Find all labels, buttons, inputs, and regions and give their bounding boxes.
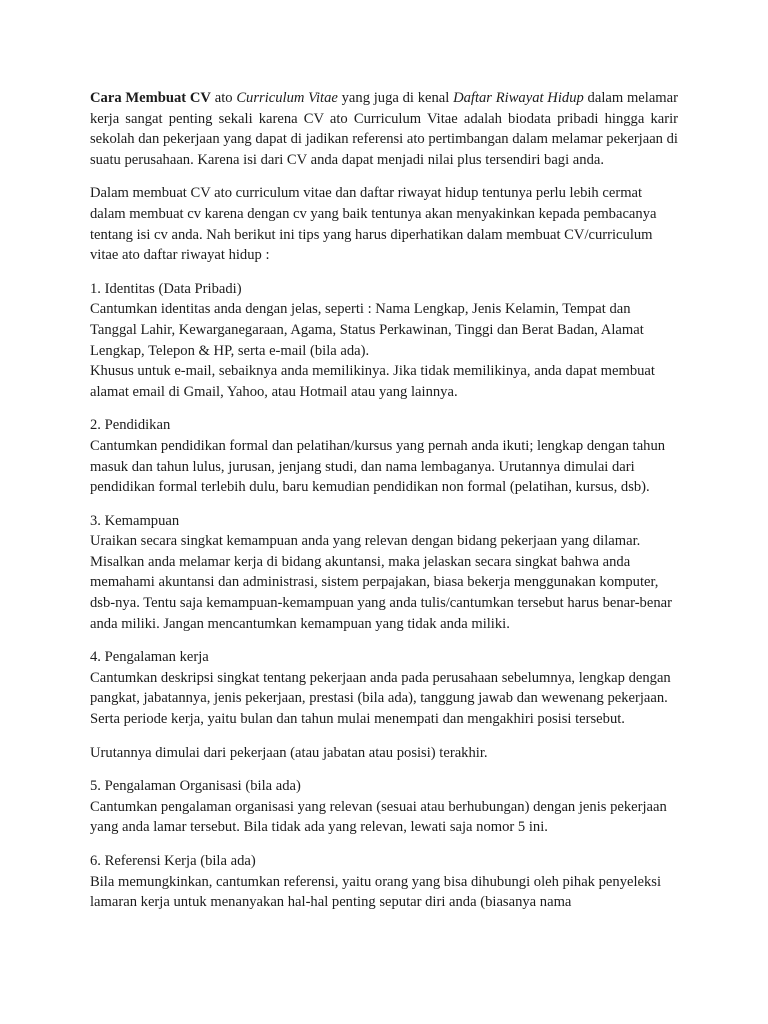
section-body-2: Khusus untuk e-mail, sebaiknya anda memilikinya. Jika tidak memilikinya, anda dapat membuat alamat email di Gmail, Yahoo, atau Hotmail atau yang lainnya. [90,363,655,400]
section-heading: 6. Referensi Kerja (bila ada) [90,853,256,869]
section-pengalaman-organisasi [90,776,678,838]
section-body: Bila memungkinkan, cantumkan referensi, yaitu orang yang bisa dihubungi oleh pihak penyeleksi lamaran kerja untuk menanyakan hal-hal penting seputar diri anda (biasanya nama [90,873,662,911]
section-urutan-note [90,743,678,764]
intro-italic-2: Daftar Riwayat Hidup [453,90,584,106]
section-heading: 3. Kemampuan [90,512,180,529]
section-heading: 2. Pendidikan [90,417,171,434]
paragraph-2: Dalam membuat CV ato curriculum vitae dan daftar riwayat hidup tentunya perlu lebih cermat dalam membuat cv karena dengan cv yang baik tentunya akan menyakinkan kepada pembacanya tentang isi cv anda. Nah berikut ini tips yang harus diperhatikan dalam membuat CV/curriculum vitae ato daftar riwayat hidup : [90,185,657,264]
intro-text-3: dalam melamar kerja sangat penting sekali karena CV ato Curriculum Vitae adalah biodata pribadi hingga karir sekolah dan pekerjaan yang dapat di jadikan referensi ato pertimbangan dalam melamar pekerjaan di suatu perusahaan. Karena isi dari CV anda dapat menjadi nilai plus tersendiri bagi anda. [90,90,678,168]
section-body: Urutannya dimulai dari pekerjaan (atau jabatan atau posisi) terakhir. [90,744,488,761]
section-pendidikan [90,415,678,497]
section-heading: 1. Identitas (Data Pribadi) [90,280,242,297]
section-body: Uraikan secara singkat kemampuan anda yang relevan dengan bidang pekerjaan yang dilamar. Misalkan anda melamar kerja di bidang akuntansi, maka jelaskan secara singkat bahwa anda memahami akuntansi dan administrasi, sistem perpajakan, biasa bekerja menggunakan komputer, dsb-nya. Tentu saja kemampuan-kemampuan yang anda tulis/cantumkan tersebut harus benar-benar anda miliki. Jangan mencantumkan kemampuan yang tidak anda miliki. [90,533,672,632]
section-body: Cantumkan pendidikan formal dan pelatihan/kursus yang pernah anda ikuti; lengkap dengan tahun masuk dan tahun lulus, jurusan, jenjang studi, dan nama lembaganya. Urutannya dimulai dari pendidikan formal terlebih dulu, baru kemudian pendidikan non formal (pelatihan, kursus, dsb). [90,437,666,496]
section-body: Cantumkan identitas anda dengan jelas, seperti : Nama Lengkap, Jenis Kelamin, Tempat dan Tanggal Lahir, Kewarganegaraan, Agama, Status Perkawinan, Tinggi dan Berat Badan, Alamat Lengkap, Telepon & HP, serta e-mail (bila ada). [90,301,644,359]
section-heading: 5. Pengalaman Organisasi (bila ada) [90,778,301,795]
section-kemampuan [90,511,678,635]
intro-text-2: yang juga di kenal [337,90,454,106]
section-body: Cantumkan pengalaman organisasi yang relevan (sesuai atau berhubungan) dengan jenis pekerjaan yang anda lamar tersebut. Bila tidak ada yang relevan, lewati saja nomor 5 ini. [90,798,667,836]
document-page [90,88,678,926]
section-body: Cantumkan deskripsi singkat tentang pekerjaan anda pada perusahaan sebelumnya, lengkap dengan pangkat, jabatannya, jenis pekerjaan, prestasi (bila ada), tanggung jawab dan wewenang pekerjaan. Serta periode kerja, yaitu bulan dan tahun mulai menempati dan mengakhiri posisi tersebut. [90,669,671,728]
intro-text-1: ato [210,90,237,106]
section-pengalaman-kerja [90,647,678,729]
intro-bold-lead: Cara Membuat CV [90,90,211,106]
section-heading: 4. Pengalaman kerja [90,649,209,666]
section-identitas [90,279,678,403]
section-referensi-kerja [90,851,678,913]
intro-paragraph [90,88,678,170]
intro-italic-1: Curriculum Vitae [236,90,338,106]
